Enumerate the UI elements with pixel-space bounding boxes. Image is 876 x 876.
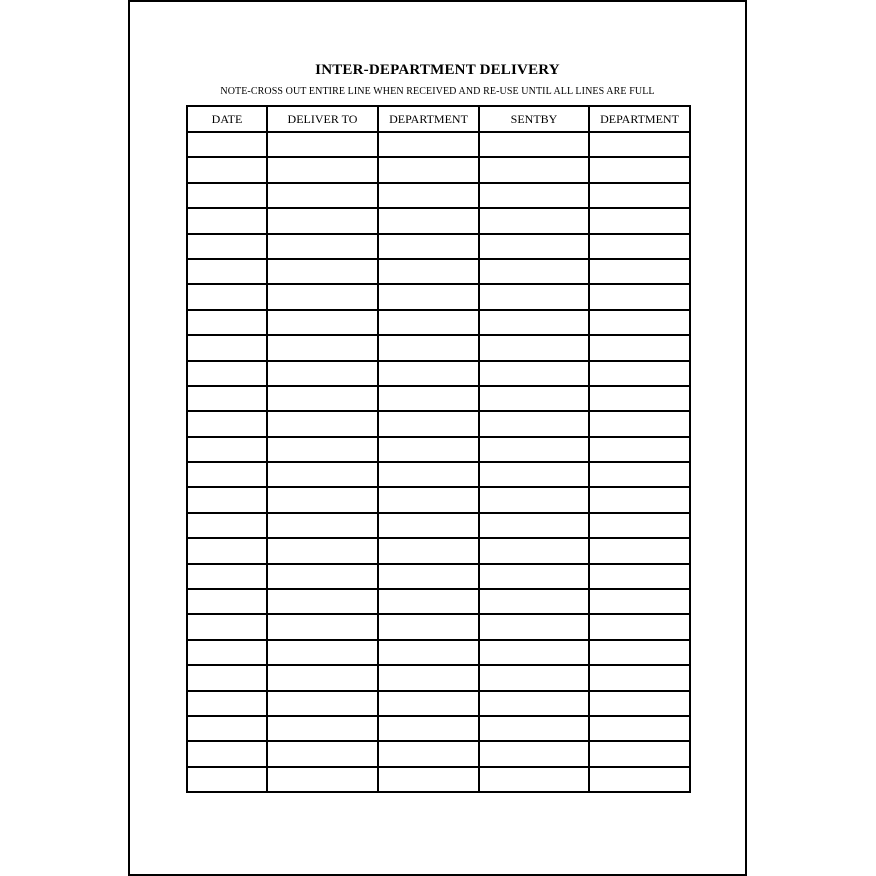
deliver-to-cell[interactable] — [267, 259, 378, 284]
table-row — [187, 361, 690, 386]
date-cell[interactable] — [187, 614, 267, 639]
deliver-to-cell[interactable] — [267, 589, 378, 614]
delivery-log-table — [186, 105, 691, 793]
department-cell[interactable] — [378, 462, 479, 487]
deliver-to-cell[interactable] — [267, 437, 378, 462]
sent-by-cell[interactable] — [479, 564, 589, 589]
sent-by-cell[interactable] — [479, 640, 589, 665]
department-2-cell[interactable] — [589, 437, 690, 462]
department-cell[interactable] — [378, 665, 479, 690]
table-row — [187, 691, 690, 716]
column-header-sent-by: SENTBY — [479, 106, 589, 132]
sent-by-cell[interactable] — [479, 614, 589, 639]
deliver-to-cell[interactable] — [267, 741, 378, 766]
department-2-cell[interactable] — [589, 589, 690, 614]
sent-by-cell[interactable] — [479, 335, 589, 360]
department-2-cell[interactable] — [589, 208, 690, 233]
table-row — [187, 259, 690, 284]
deliver-to-cell[interactable] — [267, 487, 378, 512]
date-cell[interactable] — [187, 183, 267, 208]
department-2-cell[interactable] — [589, 665, 690, 690]
department-cell[interactable] — [378, 335, 479, 360]
deliver-to-cell[interactable] — [267, 361, 378, 386]
date-cell[interactable] — [187, 513, 267, 538]
department-cell[interactable] — [378, 208, 479, 233]
form-title: INTER-DEPARTMENT DELIVERY — [315, 62, 560, 78]
table-header-row — [187, 106, 690, 132]
department-cell[interactable] — [378, 183, 479, 208]
deliver-to-cell[interactable] — [267, 767, 378, 792]
date-cell[interactable] — [187, 538, 267, 563]
form-page — [128, 0, 747, 876]
sent-by-cell[interactable] — [479, 462, 589, 487]
date-cell[interactable] — [187, 157, 267, 182]
department-cell[interactable] — [378, 259, 479, 284]
table-row — [187, 640, 690, 665]
department-cell[interactable] — [378, 487, 479, 512]
deliver-to-cell[interactable] — [267, 411, 378, 436]
department-2-cell[interactable] — [589, 767, 690, 792]
table-row — [187, 614, 690, 639]
department-2-cell[interactable] — [589, 462, 690, 487]
department-cell[interactable] — [378, 411, 479, 436]
table-row — [187, 538, 690, 563]
deliver-to-cell[interactable] — [267, 538, 378, 563]
sent-by-cell[interactable] — [479, 437, 589, 462]
column-header-date: DATE — [187, 106, 267, 132]
table-row — [187, 741, 690, 766]
deliver-to-cell[interactable] — [267, 132, 378, 157]
department-2-cell[interactable] — [589, 259, 690, 284]
date-cell[interactable] — [187, 589, 267, 614]
department-2-cell[interactable] — [589, 157, 690, 182]
deliver-to-cell[interactable] — [267, 640, 378, 665]
date-cell[interactable] — [187, 716, 267, 741]
table-row — [187, 487, 690, 512]
table-row — [187, 564, 690, 589]
table-row — [187, 335, 690, 360]
table-row — [187, 310, 690, 335]
date-cell[interactable] — [187, 132, 267, 157]
deliver-to-cell[interactable] — [267, 208, 378, 233]
date-cell[interactable] — [187, 741, 267, 766]
table-row — [187, 589, 690, 614]
table-row — [187, 284, 690, 309]
department-cell[interactable] — [378, 386, 479, 411]
department-cell[interactable] — [378, 741, 479, 766]
date-cell[interactable] — [187, 310, 267, 335]
department-2-cell[interactable] — [589, 335, 690, 360]
table-row — [187, 513, 690, 538]
date-cell[interactable] — [187, 487, 267, 512]
table-row — [187, 234, 690, 259]
deliver-to-cell[interactable] — [267, 386, 378, 411]
table-row — [187, 767, 690, 792]
date-cell[interactable] — [187, 564, 267, 589]
sent-by-cell[interactable] — [479, 386, 589, 411]
date-cell[interactable] — [187, 411, 267, 436]
department-cell[interactable] — [378, 234, 479, 259]
date-cell[interactable] — [187, 386, 267, 411]
column-header-deliver-to: DELIVER TO — [267, 106, 378, 132]
date-cell[interactable] — [187, 640, 267, 665]
sent-by-cell[interactable] — [479, 741, 589, 766]
department-cell[interactable] — [378, 716, 479, 741]
department-cell[interactable] — [378, 640, 479, 665]
deliver-to-cell[interactable] — [267, 691, 378, 716]
date-cell[interactable] — [187, 234, 267, 259]
table-row — [187, 462, 690, 487]
table-row — [187, 386, 690, 411]
sent-by-cell[interactable] — [479, 513, 589, 538]
table-row — [187, 132, 690, 157]
form-note: NOTE-CROSS OUT ENTIRE LINE WHEN RECEIVED AND RE-USE UNTIL ALL LINES ARE FULL — [220, 86, 655, 97]
department-cell[interactable] — [378, 310, 479, 335]
sent-by-cell[interactable] — [479, 234, 589, 259]
department-2-cell[interactable] — [589, 284, 690, 309]
date-cell[interactable] — [187, 361, 267, 386]
deliver-to-cell[interactable] — [267, 157, 378, 182]
sent-by-cell[interactable] — [479, 183, 589, 208]
date-cell[interactable] — [187, 284, 267, 309]
date-cell[interactable] — [187, 208, 267, 233]
date-cell[interactable] — [187, 767, 267, 792]
deliver-to-cell[interactable] — [267, 462, 378, 487]
table-row — [187, 665, 690, 690]
table-row — [187, 437, 690, 462]
sent-by-cell[interactable] — [479, 208, 589, 233]
date-cell[interactable] — [187, 259, 267, 284]
sent-by-cell[interactable] — [479, 284, 589, 309]
department-2-cell[interactable] — [589, 538, 690, 563]
table-body — [187, 132, 690, 792]
department-2-cell[interactable] — [589, 614, 690, 639]
sent-by-cell[interactable] — [479, 691, 589, 716]
department-2-cell[interactable] — [589, 487, 690, 512]
sent-by-cell[interactable] — [479, 589, 589, 614]
sent-by-cell[interactable] — [479, 487, 589, 512]
sent-by-cell[interactable] — [479, 411, 589, 436]
date-cell[interactable] — [187, 437, 267, 462]
date-cell[interactable] — [187, 462, 267, 487]
sent-by-cell[interactable] — [479, 310, 589, 335]
department-2-cell[interactable] — [589, 640, 690, 665]
department-cell[interactable] — [378, 361, 479, 386]
column-header-department-2: DEPARTMENT — [589, 106, 690, 132]
department-cell[interactable] — [378, 564, 479, 589]
sent-by-cell[interactable] — [479, 538, 589, 563]
sent-by-cell[interactable] — [479, 361, 589, 386]
deliver-to-cell[interactable] — [267, 284, 378, 309]
date-cell[interactable] — [187, 335, 267, 360]
department-cell[interactable] — [378, 691, 479, 716]
department-cell[interactable] — [378, 589, 479, 614]
department-cell[interactable] — [378, 284, 479, 309]
deliver-to-cell[interactable] — [267, 564, 378, 589]
table-row — [187, 716, 690, 741]
deliver-to-cell[interactable] — [267, 234, 378, 259]
deliver-to-cell[interactable] — [267, 335, 378, 360]
department-cell[interactable] — [378, 437, 479, 462]
table-row — [187, 183, 690, 208]
department-cell[interactable] — [378, 538, 479, 563]
sent-by-cell[interactable] — [479, 259, 589, 284]
department-2-cell[interactable] — [589, 132, 690, 157]
date-cell[interactable] — [187, 665, 267, 690]
sent-by-cell[interactable] — [479, 132, 589, 157]
sent-by-cell[interactable] — [479, 716, 589, 741]
deliver-to-cell[interactable] — [267, 513, 378, 538]
table-row — [187, 411, 690, 436]
department-cell[interactable] — [378, 767, 479, 792]
table-row — [187, 208, 690, 233]
department-2-cell[interactable] — [589, 564, 690, 589]
sent-by-cell[interactable] — [479, 665, 589, 690]
department-2-cell[interactable] — [589, 691, 690, 716]
deliver-to-cell[interactable] — [267, 614, 378, 639]
column-header-department: DEPARTMENT — [378, 106, 479, 132]
department-cell[interactable] — [378, 132, 479, 157]
department-cell[interactable] — [378, 513, 479, 538]
deliver-to-cell[interactable] — [267, 665, 378, 690]
date-cell[interactable] — [187, 691, 267, 716]
deliver-to-cell[interactable] — [267, 310, 378, 335]
deliver-to-cell[interactable] — [267, 716, 378, 741]
sent-by-cell[interactable] — [479, 767, 589, 792]
sent-by-cell[interactable] — [479, 157, 589, 182]
department-2-cell[interactable] — [589, 411, 690, 436]
department-cell[interactable] — [378, 157, 479, 182]
deliver-to-cell[interactable] — [267, 183, 378, 208]
department-2-cell[interactable] — [589, 716, 690, 741]
department-2-cell[interactable] — [589, 513, 690, 538]
department-2-cell[interactable] — [589, 183, 690, 208]
department-2-cell[interactable] — [589, 386, 690, 411]
department-2-cell[interactable] — [589, 310, 690, 335]
department-2-cell[interactable] — [589, 741, 690, 766]
department-cell[interactable] — [378, 614, 479, 639]
department-2-cell[interactable] — [589, 234, 690, 259]
table-row — [187, 157, 690, 182]
department-2-cell[interactable] — [589, 361, 690, 386]
